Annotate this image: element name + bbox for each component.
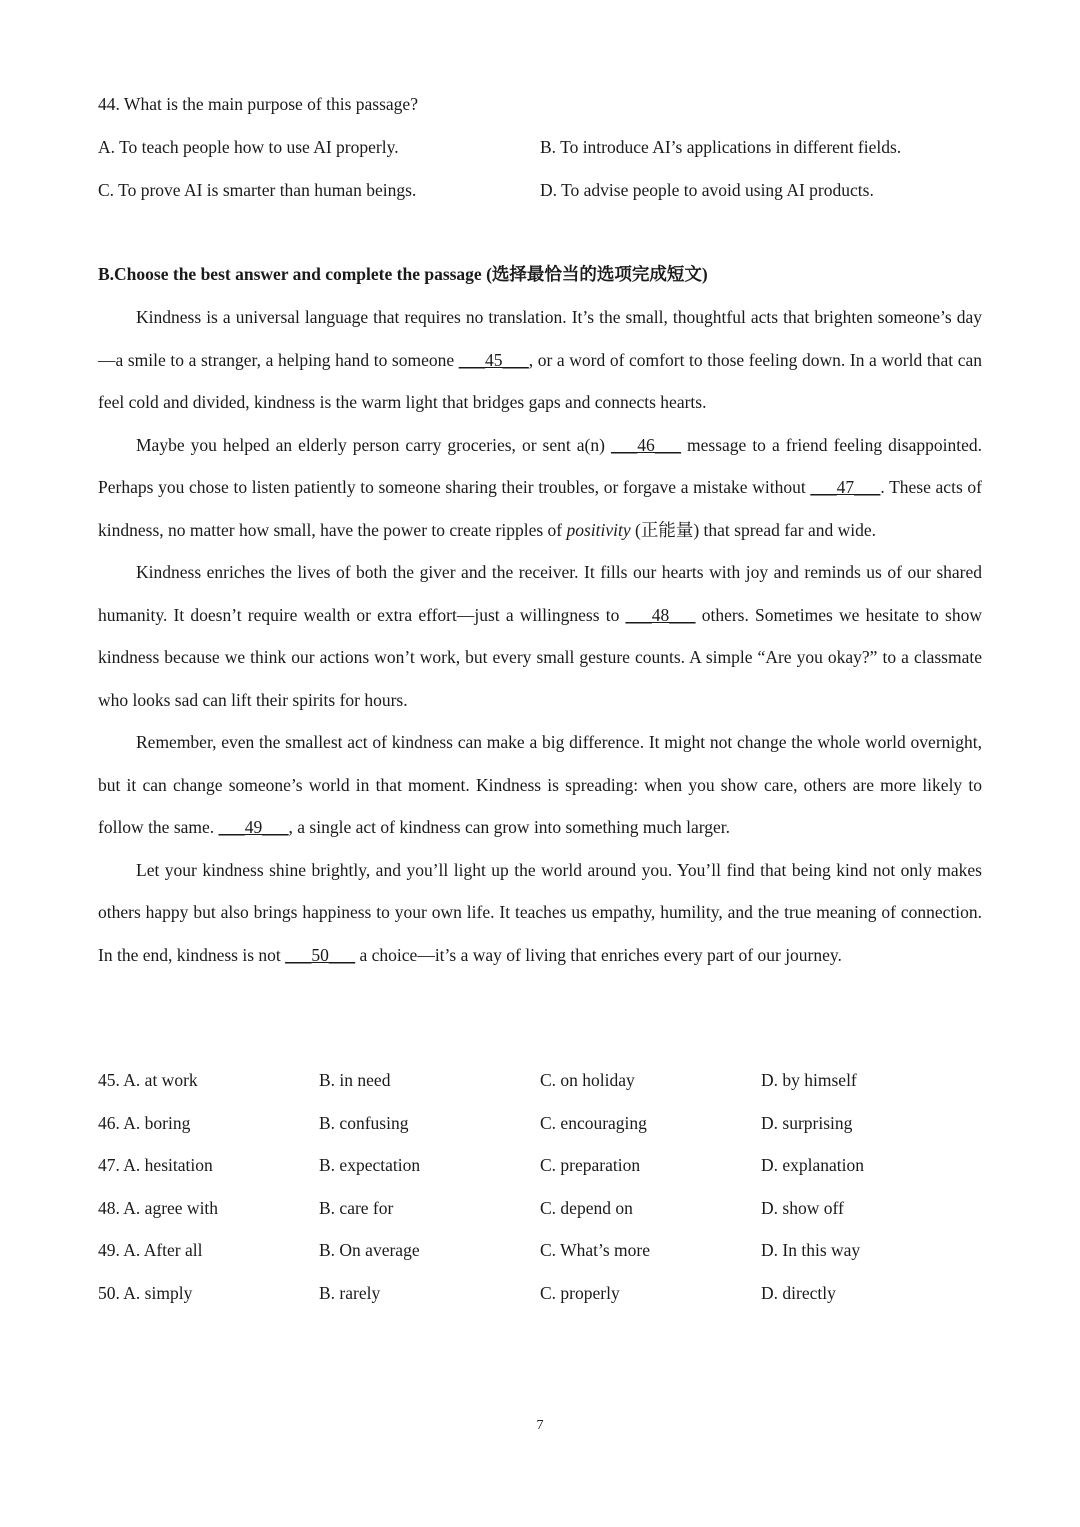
- question-44-stem: 44. What is the main purpose of this passage?: [98, 94, 418, 114]
- q49-option-d: D. In this way: [761, 1240, 861, 1261]
- q47-option-d: D. explanation: [761, 1155, 865, 1176]
- passage-paragraph-5: [98, 849, 982, 977]
- q49-option-b: B. On average: [319, 1240, 420, 1261]
- blank-50: ___50___: [285, 944, 356, 965]
- text-run: Kindness enriches the lives of both the giver and the receiver. It fills our hearts with joy and reminds us of our shared humanity. It doesn’t require wealth or extra effort—just a willingness to: [98, 562, 982, 625]
- q45-option-c: C. on holiday: [540, 1070, 635, 1090]
- blank-47: ___47___: [810, 477, 881, 497]
- text-run: others. Sometimes we hesitate to show kindness because we think our actions won’t work, but every small gesture counts. A simple “Are you okay?” to a classmate who looks sad can lift their spirits for hours.: [98, 604, 982, 710]
- q50-option-d: D. directly: [761, 1282, 836, 1303]
- q48-option-b: B. care for: [319, 1197, 394, 1218]
- blank-45: ___45___: [458, 349, 529, 370]
- text-run: Remember, even the smallest act of kindness can make a big difference. It might not change the whole world overnight, but it can change someone’s world in that moment. Kindness is spreading: when you show care, others are more likely to follow the same.: [98, 732, 982, 837]
- q47-option-b: B. expectation: [319, 1155, 421, 1176]
- text-run: Let your kindness shine brightly, and you’ll light up the world around you. You’ll find that being kind not only makes others happy but also brings happiness to your own life. It teaches us empathy, humility, and the true meaning of connection. In the end, kindness is not: [98, 859, 982, 965]
- cloze-passage: [98, 296, 982, 976]
- q48-option-c: C. depend on: [540, 1197, 633, 1218]
- q50-option-b: B. rarely: [319, 1282, 381, 1303]
- q46-option-c: C. encouraging: [540, 1112, 647, 1133]
- passage-paragraph-3: [98, 551, 982, 721]
- q47-option-c: C. preparation: [540, 1155, 641, 1176]
- passage-paragraph-1: [98, 296, 982, 424]
- section-b-title: B.Choose the best answer and complete the passage (选择最恰当的选项完成短文): [98, 264, 708, 284]
- q47-option-a: 47. A. hesitation: [98, 1155, 213, 1176]
- passage-paragraph-2: [98, 424, 982, 552]
- q45-option-a: 45. A. at work: [98, 1070, 198, 1090]
- q46-option-a: 46. A. boring: [98, 1112, 191, 1133]
- italic-term: positivity: [566, 519, 631, 540]
- blank-49: ___49___: [218, 817, 289, 837]
- question-46-row: [98, 1111, 982, 1154]
- q49-option-a: 49. A. After all: [98, 1240, 203, 1261]
- q46-option-d: D. surprising: [761, 1112, 853, 1133]
- text-run: (正能量) that spread far and wide.: [630, 519, 877, 540]
- question-44-options-row-1: [98, 135, 982, 159]
- question-50-row: [98, 1281, 982, 1324]
- question-44-options-row-2: [98, 178, 982, 202]
- q48-option-d: D. show off: [761, 1197, 844, 1218]
- question-45-row: [98, 1068, 982, 1111]
- text-run: . These acts of kindness, no matter how small, have the power to create ripples of: [98, 477, 982, 540]
- blank-48: ___48___: [625, 604, 696, 625]
- question-49-row: [98, 1238, 982, 1281]
- text-run: Kindness is a universal language that requires no translation. It’s the small, thoughtful acts that brighten someone’s day—a smile to a stranger, a helping hand to someone: [98, 307, 982, 370]
- q50-option-c: C. properly: [540, 1282, 620, 1303]
- text-run: , a single act of kindness can grow into something much larger.: [288, 817, 730, 837]
- question-44-option-a: A. To teach people how to use AI properly.: [98, 137, 399, 157]
- q49-option-c: C. What’s more: [540, 1240, 651, 1261]
- q45-option-b: B. in need: [319, 1070, 391, 1090]
- question-48-row: [98, 1196, 982, 1239]
- question-44-option-c: C. To prove AI is smarter than human beings.: [98, 180, 417, 200]
- answer-choices: [98, 1068, 982, 1324]
- q46-option-b: B. confusing: [319, 1112, 409, 1133]
- question-47-row: [98, 1153, 982, 1196]
- text-run: message to a friend feeling disappointed. Perhaps you chose to listen patiently to someone sharing their troubles, or forgave a mistake without: [98, 434, 982, 497]
- text-run: , or a word of comfort to those feeling down. In a world that can feel cold and divided, kindness is the warm light that bridges gaps and connects hearts.: [98, 349, 982, 412]
- blank-46: ___46___: [610, 434, 681, 455]
- q45-option-d: D. by himself: [761, 1070, 857, 1090]
- text-run: a choice—it’s a way of living that enriches every part of our journey.: [355, 944, 842, 965]
- question-44-option-d: D. To advise people to avoid using AI products.: [540, 180, 874, 200]
- q48-option-a: 48. A. agree with: [98, 1197, 219, 1218]
- q50-option-a: 50. A. simply: [98, 1282, 193, 1303]
- text-run: Maybe you helped an elderly person carry groceries, or sent a(n): [136, 434, 611, 455]
- passage-paragraph-4: [98, 721, 982, 849]
- page-number: 7: [536, 1418, 544, 1433]
- question-44-option-b: B. To introduce AI’s applications in different fields.: [540, 137, 902, 157]
